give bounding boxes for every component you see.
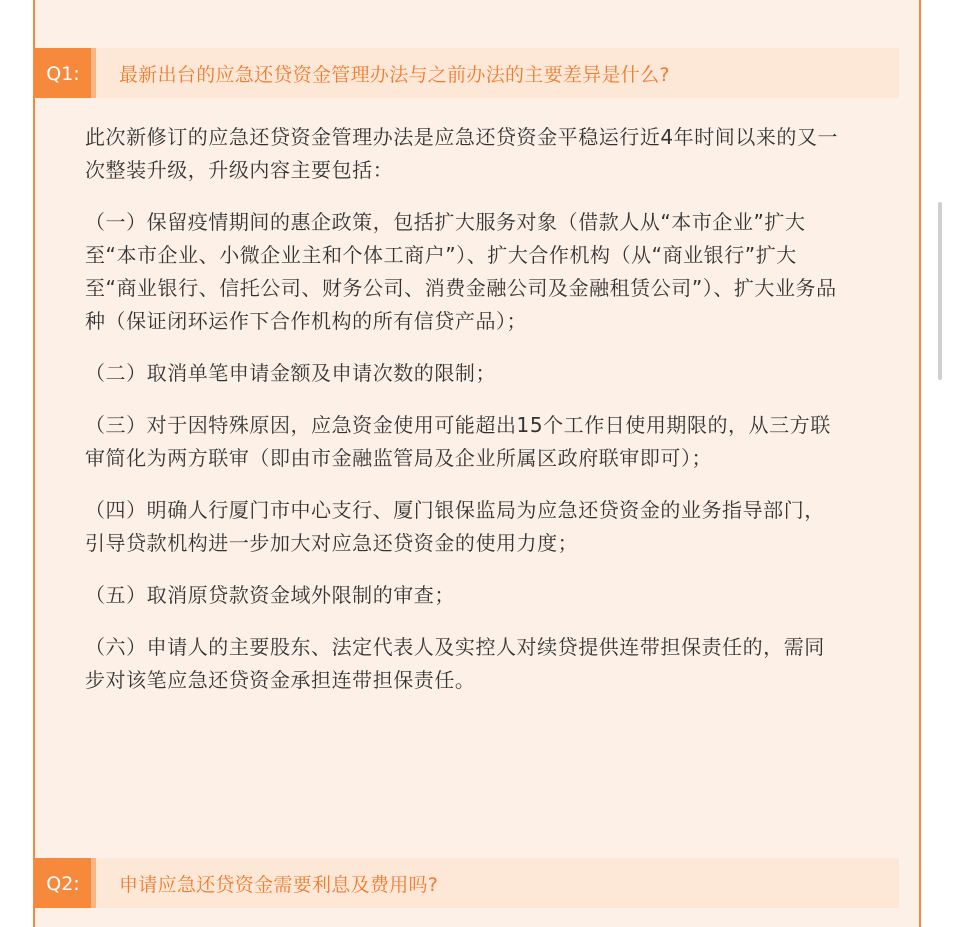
question-label-q1: Q1: — [35, 48, 91, 98]
question-accent-stripe — [91, 858, 96, 908]
answer-paragraph: （六）申请人的主要股东、法定代表人及实控人对续贷提供连带担保责任的，需同步对该笔应急还贷资金承担连带担保责任。 — [85, 635, 825, 692]
question-text-q2: 申请应急还贷资金需要利息及费用吗? — [119, 873, 439, 896]
question-bar-q2 — [35, 858, 899, 908]
answer-paragraph: （二）取消单笔申请金额及申请次数的限制； — [85, 361, 496, 385]
answer-paragraph: （四）明确人行厦门市中心支行、厦门银保监局为应急还贷资金的业务指导部门，引导贷款机构进一步加大对应急还贷资金的使用力度； — [85, 498, 825, 555]
answer-paragraph: （五）取消原贷款资金域外限制的审查； — [85, 583, 455, 607]
answer-q1 — [85, 121, 845, 716]
scrollbar-thumb[interactable] — [938, 202, 942, 380]
question-accent-stripe — [91, 48, 96, 98]
answer-paragraph: 此次新修订的应急还贷资金管理办法是应急还贷资金平稳运行近4年时间以来的又一次整装升级，升级内容主要包括： — [85, 125, 839, 182]
answer-paragraph: （一）保留疫情期间的惠企政策，包括扩大服务对象（借款人从“本市企业”扩大至“本市企业、小微企业主和个体工商户”）、扩大合作机构（从“商业银行”扩大至“商业银行、信托公司、财务公司、消费金融公司及金融租赁公司”）、扩大业务品种（保证闭环运作下合作机构的所有信贷产品）； — [85, 210, 837, 333]
question-label-q2: Q2: — [35, 858, 91, 908]
question-bar-q1 — [35, 48, 899, 98]
question-text-q1: 最新出台的应急还贷资金管理办法与之前办法的主要差异是什么? — [119, 63, 670, 86]
faq-card — [33, 0, 921, 927]
answer-paragraph: （三）对于因特殊原因，应急资金使用可能超出15个工作日使用期限的，从三方联审简化为两方联审（即由市金融监管局及企业所属区政府联审即可）； — [85, 413, 831, 470]
